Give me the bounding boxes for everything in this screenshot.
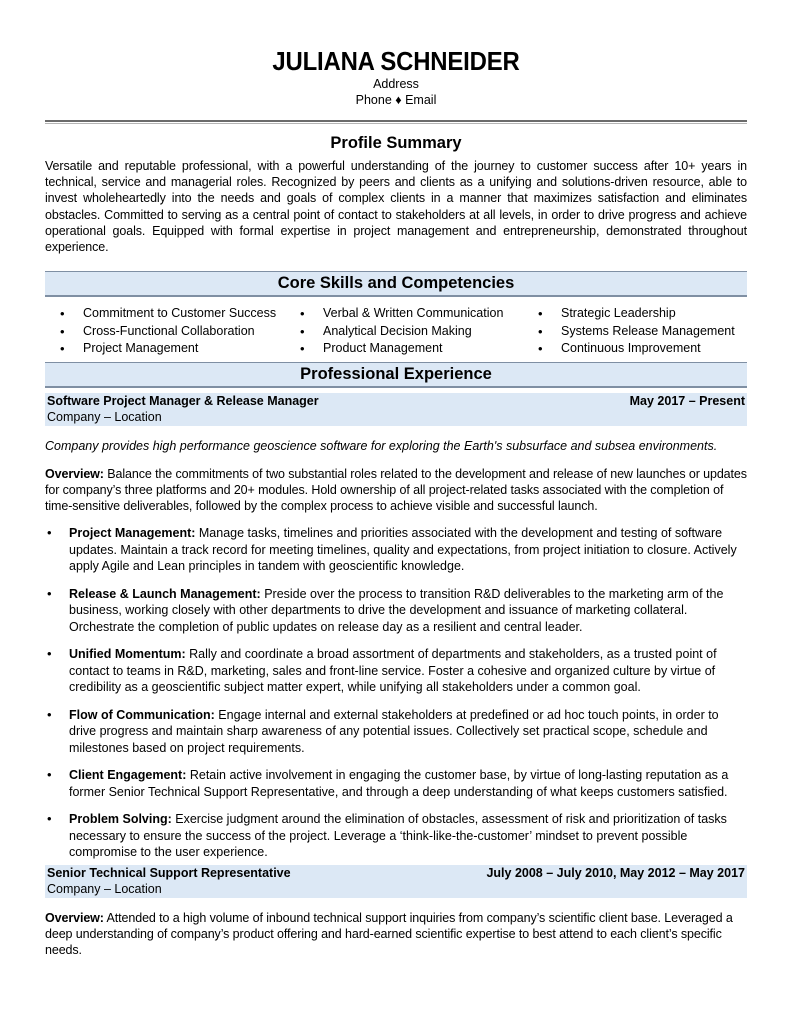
skill-item: • Systems Release Management (523, 323, 743, 341)
achievement-label: Unified Momentum: (69, 647, 186, 662)
achievement-label: Client Engagement: (69, 768, 187, 783)
overview-label: Overview: (45, 466, 104, 481)
overview-label: Overview: (45, 910, 104, 925)
achievement-label: Flow of Communication: (69, 707, 215, 722)
skills-list (45, 297, 747, 362)
achievement-text: Rally and coordinate a broad assortment of departments and stakeholders, as a trusted point of contact to teams in R&D, marketing, sales and front-line service. Foster a cohesive and organized culture by virtue of credibility as a geoscientific subject matter expert, while unifying all stakeholders under a common goal. (69, 647, 717, 695)
core-skills-heading: Core Skills and Competencies (45, 271, 747, 297)
achievement-item (45, 707, 747, 757)
job-1-header (45, 393, 747, 426)
job-1-title: Software Project Manager & Release Manager (47, 393, 319, 408)
job-2-title: Senior Technical Support Representative (47, 865, 291, 880)
skill-item: • Strategic Leadership (523, 305, 743, 323)
achievement-label: Release & Launch Management: (69, 586, 261, 601)
skills-column-2 (285, 305, 523, 358)
skills-column-1 (45, 305, 285, 358)
phone-email-line: Phone ♦ Email (355, 93, 437, 107)
skill-item: • Verbal & Written Communication (285, 305, 523, 323)
skill-item: • Analytical Decision Making (285, 323, 523, 341)
skill-item: • Continuous Improvement (523, 340, 743, 358)
profile-summary-text: Versatile and reputable professional, with a powerful understanding of the journey to customer success after 10+ years in technical, service and managerial roles. Recognized by peers and clients as a unifying and solutions-driven resource, able to invest wholeheartedly into the needs and goals of complex clients in a manner that maximizes satisfaction and eliminates obstacles. Committed to serving as a central point of contact to stakeholders at all levels, in order to drive progress and achieve operational goals. Equipped with formal expertise in project management and entrepreneurship, demonstrated throughout experience. (45, 159, 747, 255)
achievement-text: Engage internal and external stakeholders at predefined or ad hoc touch points, in order to drive progress and maintain sharp awareness of any potential issues. Collectively set practical scope, schedule and milestones based on project requirements. (69, 707, 719, 755)
achievement-item (45, 586, 747, 636)
achievement-item (45, 767, 747, 800)
profile-summary-heading: Profile Summary (330, 134, 462, 152)
achievement-item (45, 646, 747, 696)
overview-text: Balance the commitments of two substantial roles related to the development and release of new launches or updates for company’s three platforms and 20+ modules. Hold ownership of all project-related tasks associated with the completion of time-sensitive deliverables, followed by the complex process to achieve visible and successful launch. (45, 466, 747, 514)
achievement-text: Preside over the process to transition R&D deliverables to the marketing arm of the business, working closely with other departments to drive the development and issuance of marketing collateral. Orchestrate the completion of public updates on release day as a resilient and central leader. (69, 586, 724, 634)
professional-experience-heading: Professional Experience (45, 362, 747, 388)
skill-item: • Commitment to Customer Success (45, 305, 285, 323)
achievement-label: Problem Solving: (69, 812, 172, 827)
job-2-dates: July 2008 – July 2010, May 2012 – May 2017 (486, 865, 745, 880)
address-line: Address (373, 77, 419, 91)
job-1-achievements (45, 525, 747, 861)
resume-page (45, 0, 747, 958)
achievement-text: Exercise judgment around the elimination of obstacles, assessment of risk and prioritization of tasks necessary to ensure the success of the project. Leverage a ‘think-like-the-customer’ mindset to prevent possible compromise to the user experience. (69, 812, 727, 860)
job-1-overview (45, 466, 747, 515)
skill-item: • Project Management (45, 340, 285, 358)
candidate-name: JULIANA SCHNEIDER (272, 46, 520, 76)
skill-item: • Product Management (285, 340, 523, 358)
job-1-company-description: Company provides high performance geoscience software for exploring the Earth's subsurface and subsea environments. (45, 438, 718, 453)
job-2-company: Company – Location (47, 882, 162, 897)
achievement-label: Project Management: (69, 526, 196, 541)
achievement-text: Manage tasks, timelines and priorities associated with the development and testing of software updates. Maintain a track record for meeting timelines, quality and expectations, from project initiation to closure. Actively apply Agile and Lean principles in tandem with geoscientific knowledge. (69, 526, 737, 574)
header-divider (45, 120, 747, 124)
achievement-item (45, 811, 747, 861)
skills-column-3 (523, 305, 743, 358)
job-2-header (45, 865, 747, 898)
achievement-item (45, 525, 747, 575)
job-2-overview (45, 910, 747, 959)
job-1-company: Company – Location (47, 410, 162, 425)
overview-text: Attended to a high volume of inbound technical support inquiries from company’s scientific client base. Leveraged a deep understanding of company’s product offering and hard-earned scientific expertise to best attend to each client’s specific needs. (45, 910, 733, 958)
job-1-dates: May 2017 – Present (629, 393, 745, 408)
skill-item: • Cross-Functional Collaboration (45, 323, 285, 341)
achievement-text: Retain active involvement in engaging the customer base, by virtue of long-lasting reputation as a former Senior Technical Support Representative, and through a deep understanding of what keeps customers satisfied. (69, 768, 729, 799)
